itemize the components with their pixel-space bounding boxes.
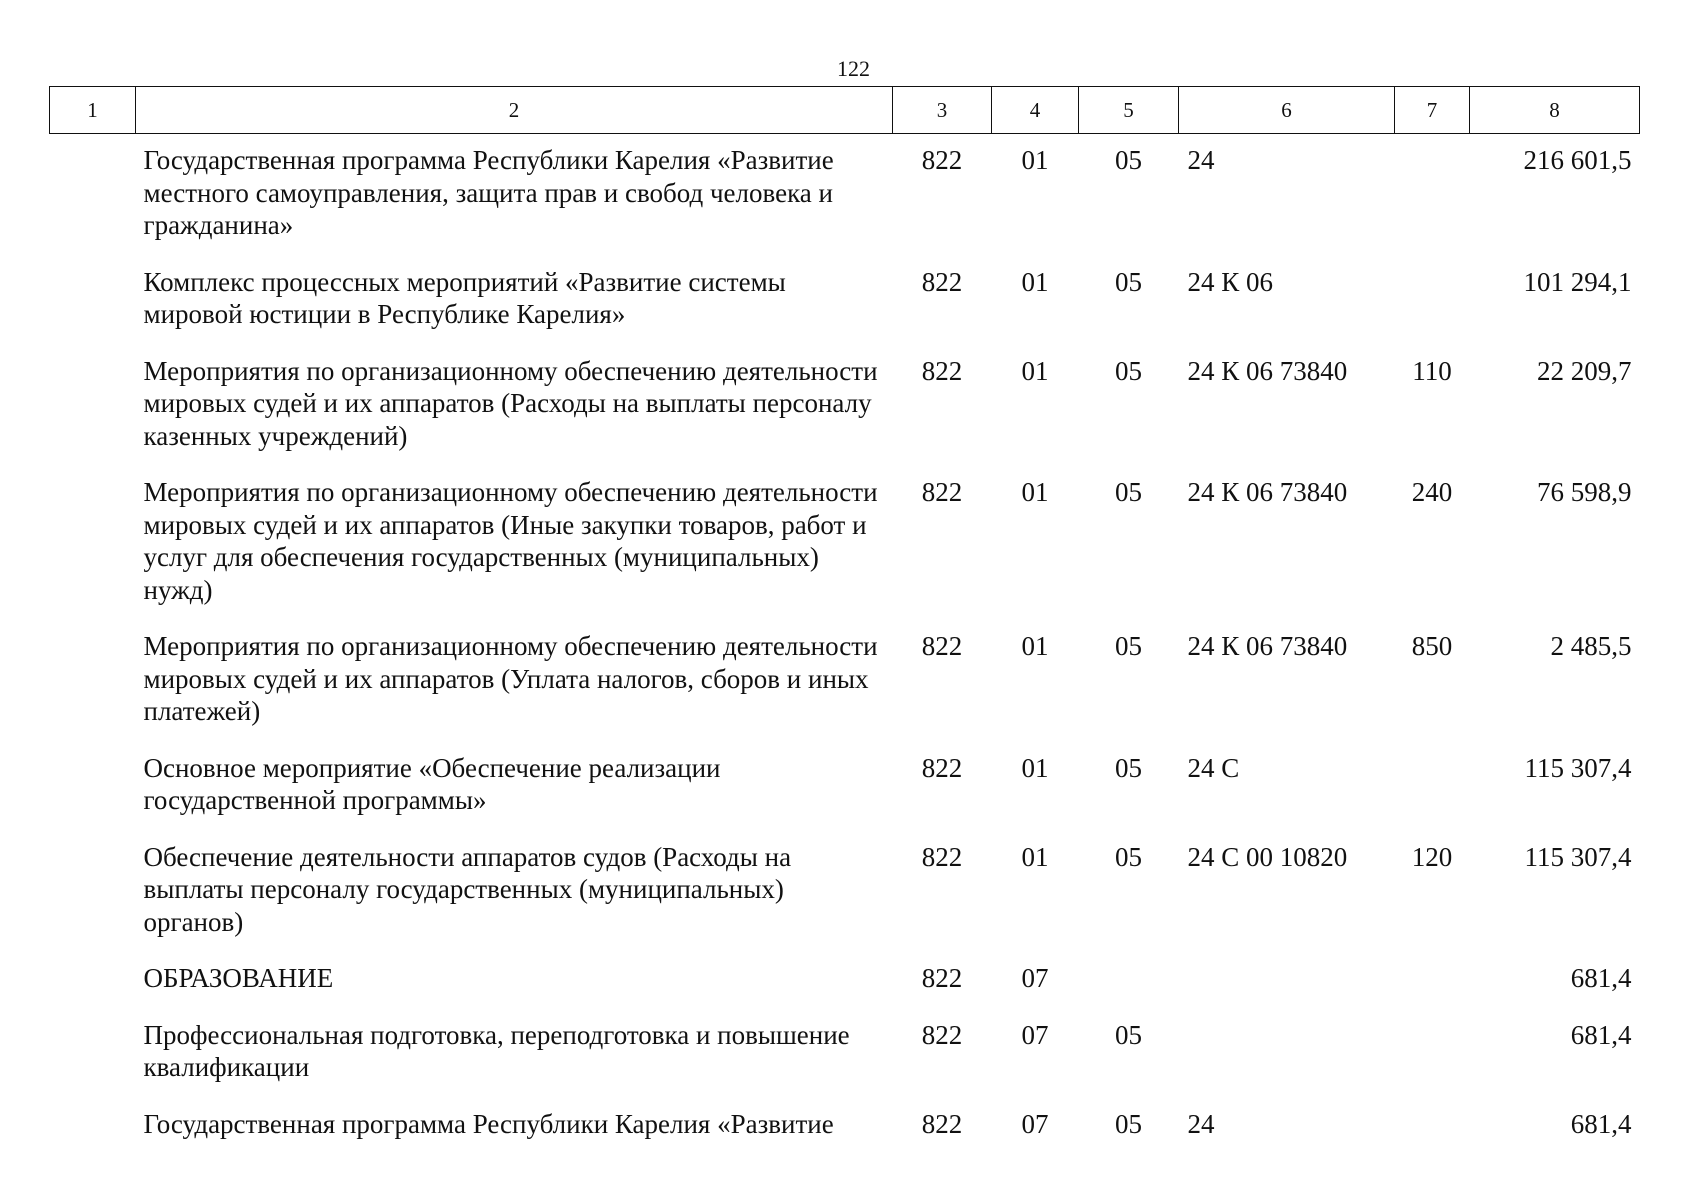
- row-name: ОБРАЗОВАНИЕ: [143, 963, 334, 993]
- cell-expense-type: [1395, 954, 1470, 1011]
- cell-admin-code: 822: [921, 752, 963, 783]
- row-name: Государственная программа Республики Карелия «Развитие: [143, 1108, 834, 1139]
- cell-subsection: 05: [1115, 355, 1142, 386]
- cell-target-article: 24 К 06 73840: [1187, 355, 1348, 386]
- table-row: [50, 954, 1640, 1011]
- cell-admin-code: 822: [921, 1019, 963, 1050]
- cell-section: 01: [1021, 355, 1049, 386]
- cell-admin-code: 822: [921, 631, 963, 661]
- header-col-1: 1: [50, 87, 136, 134]
- header-col-7: 7: [1395, 87, 1470, 134]
- header-row: [50, 87, 1640, 134]
- cell-target-article: 24 К 06 73840: [1187, 477, 1348, 507]
- cell-col-1: [50, 833, 136, 955]
- cell-admin-code: 822: [921, 963, 963, 993]
- cell-section: 01: [1021, 145, 1049, 175]
- row-name: Мероприятия по организационному обеспечению деятельности мировых судей и их аппаратов (Уплата налогов, сборов и иных платежей): [143, 631, 878, 726]
- cell-col-1: [50, 468, 136, 622]
- cell-subsection: 05: [1115, 841, 1142, 872]
- cell-amount: 2 485,5: [1550, 631, 1632, 661]
- cell-col-1: [50, 954, 136, 1011]
- cell-target-article: [1179, 1011, 1395, 1100]
- header-col-3: 3: [893, 87, 992, 134]
- row-name: Мероприятия по организационному обеспечению деятельности мировых судей и их аппаратов (Расходы на выплаты персоналу казенных учреждений): [143, 355, 878, 451]
- cell-section: 01: [1021, 477, 1049, 507]
- cell-section: 01: [1021, 266, 1049, 297]
- header-col-2: 2: [136, 87, 893, 134]
- cell-expense-type: [1395, 258, 1470, 347]
- cell-amount: 22 209,7: [1537, 355, 1632, 386]
- cell-target-article: 24 К 06 73840: [1187, 631, 1348, 661]
- cell-expense-type: [1395, 1100, 1470, 1157]
- cell-subsection: 05: [1115, 145, 1142, 175]
- table-row: [50, 744, 1640, 833]
- cell-col-1: [50, 1011, 136, 1100]
- header-col-8: 8: [1470, 87, 1640, 134]
- cell-subsection: 05: [1115, 477, 1142, 507]
- cell-col-1: [50, 622, 136, 744]
- cell-target-article: 24 С: [1187, 752, 1240, 783]
- table-header: [50, 87, 1640, 134]
- row-name: Основное мероприятие «Обеспечение реализации государственной программы»: [143, 752, 721, 815]
- cell-col-1: [50, 744, 136, 833]
- cell-admin-code: 822: [921, 841, 963, 872]
- cell-amount: 115 307,4: [1524, 841, 1632, 872]
- table-row: [50, 1011, 1640, 1100]
- header-col-5: 5: [1079, 87, 1179, 134]
- cell-section: 01: [1021, 841, 1049, 872]
- cell-expense-type: [1395, 1011, 1470, 1100]
- cell-target-article: 24: [1187, 145, 1215, 175]
- table-row: [50, 258, 1640, 347]
- table-row: [50, 134, 1640, 258]
- cell-target-article: 24 К 06: [1187, 266, 1274, 297]
- cell-col-1: [50, 258, 136, 347]
- cell-subsection: 05: [1115, 1108, 1142, 1139]
- cell-subsection: 05: [1115, 631, 1142, 661]
- page-number: 122: [837, 56, 870, 81]
- cell-subsection: 05: [1115, 266, 1142, 297]
- table-row: [50, 347, 1640, 469]
- cell-section: 01: [1021, 631, 1049, 661]
- cell-expense-type: 850: [1411, 631, 1453, 661]
- cell-section: 07: [1021, 1019, 1049, 1050]
- row-name: Комплекс процессных мероприятий «Развитие системы мировой юстиции в Республике Карелия»: [143, 266, 786, 329]
- cell-subsection: [1079, 954, 1179, 1011]
- cell-amount: 101 294,1: [1523, 266, 1632, 297]
- cell-expense-type: 240: [1411, 477, 1453, 507]
- cell-subsection: 05: [1115, 1019, 1142, 1050]
- cell-amount: 681,4: [1570, 1108, 1632, 1139]
- cell-section: 07: [1021, 963, 1049, 993]
- budget-table: [49, 86, 1640, 1156]
- cell-amount: 115 307,4: [1524, 752, 1632, 783]
- cell-target-article: [1179, 954, 1395, 1011]
- cell-expense-type: [1395, 134, 1470, 258]
- cell-section: 07: [1021, 1108, 1049, 1139]
- table-row: [50, 622, 1640, 744]
- cell-amount: 681,4: [1570, 963, 1632, 993]
- cell-section: 01: [1021, 752, 1049, 783]
- cell-amount: 681,4: [1570, 1019, 1632, 1050]
- cell-target-article: 24: [1187, 1108, 1215, 1139]
- cell-target-article: 24 С 00 10820: [1187, 841, 1348, 872]
- cell-subsection: 05: [1115, 752, 1142, 783]
- row-name: Профессиональная подготовка, переподготовка и повышение квалификации: [143, 1019, 850, 1082]
- cell-admin-code: 822: [921, 355, 963, 386]
- cell-admin-code: 822: [921, 145, 963, 175]
- cell-amount: 76 598,9: [1537, 477, 1632, 507]
- table-body: [50, 134, 1640, 1157]
- cell-col-1: [50, 347, 136, 469]
- cell-admin-code: 822: [921, 1108, 963, 1139]
- cell-expense-type: 110: [1412, 355, 1452, 386]
- cell-col-1: [50, 1100, 136, 1157]
- cell-amount: 216 601,5: [1523, 145, 1632, 175]
- cell-expense-type: 120: [1411, 841, 1453, 872]
- table-row: [50, 468, 1640, 622]
- cell-col-1: [50, 134, 136, 258]
- table-row: [50, 1100, 1640, 1157]
- row-name: Обеспечение деятельности аппаратов судов (Расходы на выплаты персоналу государственных (муниципальных) органов): [143, 841, 792, 937]
- header-col-4: 4: [992, 87, 1079, 134]
- row-name: Государственная программа Республики Карелия «Развитие местного самоуправления, защита прав и свобод человека и гражданина»: [143, 145, 834, 240]
- cell-admin-code: 822: [921, 266, 963, 297]
- table-row: [50, 833, 1640, 955]
- header-col-6: 6: [1179, 87, 1395, 134]
- cell-expense-type: [1395, 744, 1470, 833]
- cell-admin-code: 822: [921, 477, 963, 507]
- row-name: Мероприятия по организационному обеспечению деятельности мировых судей и их аппаратов (Иные закупки товаров, работ и услуг для обеспечения государственных (муниципальных) нужд): [143, 477, 878, 605]
